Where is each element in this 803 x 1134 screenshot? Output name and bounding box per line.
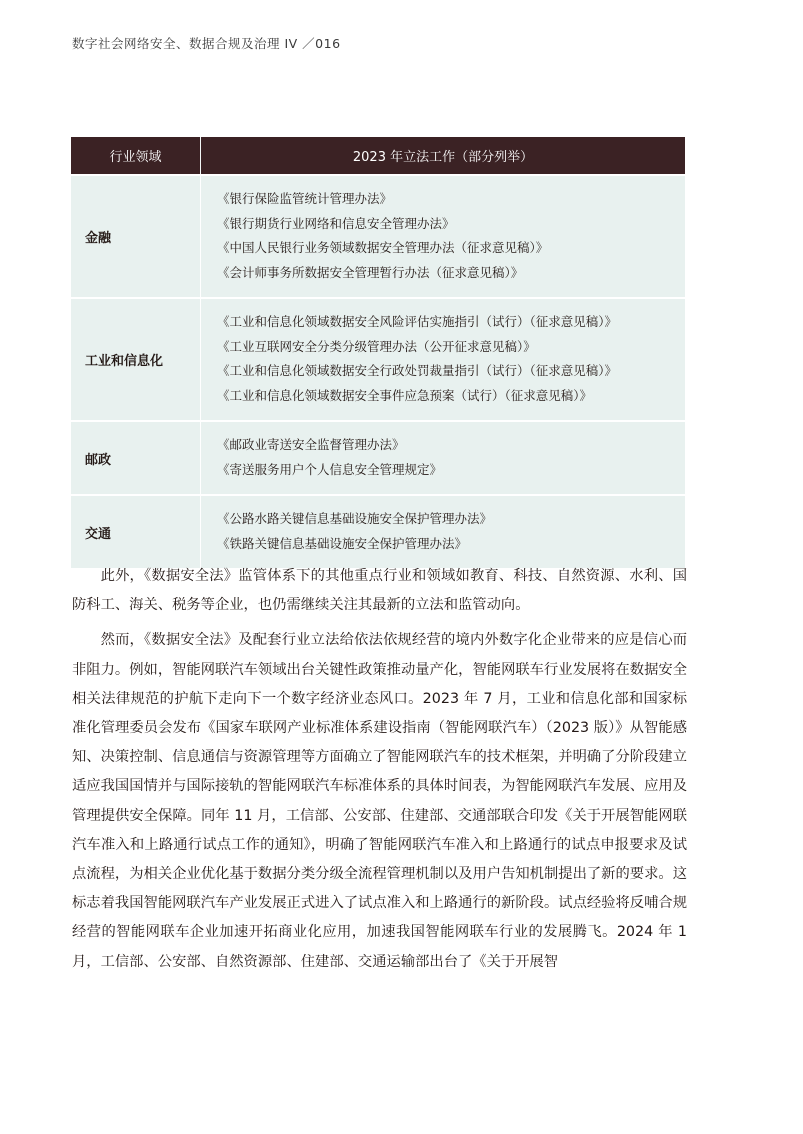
paragraph: 然而，《数据安全法》及配套行业立法给依法依规经营的境内外数字化企业带来的应是信心而非阻力。例如，智能网联汽车领域出台关键性政策推动量产化，智能网联车行业发展将在数据安全相关法律规范的护航下走向下一个数字经济业态风口。2023 年 7 月，工业和信息化部和国家标准化管理委员会发布《国家车联网产业标准体系建设指南（智能网联汽车）（2023 版）》从智能感知、决策控制、信息通信与资源管理等方面确立了智能网联汽车的技术框架，并明确了分阶段建立适应我国国情并与国际接轨的智能网联汽车标准体系的具体时间表，为智能网联汽车发展、应用及管理提供安全保障。同年 11 月，工信部、公安部、住建部、交通部联合印发《关于开展智能网联汽车准入和上路通行试点工作的通知》，明确了智能网联汽车准入和上路通行的试点申报要求及试点流程，为相关企业优化基于数据分类分级全流程管理机制以及用户告知机制提出了新的要求。这标志着我国智能网联汽车产业发展正式进入了试点准入和上路通行的新阶段。试点经验将反哺合规经营的智能网联车企业加速开拓商业化应用，加速我国智能网联车行业的发展腾飞。2024 年 1 月，工信部、公安部、自然资源部、住建部、交通运输部出台了《关于开展智	[72, 632, 687, 970]
law-item: 《工业互联网安全分类分级管理办法（公开征求意见稿）》	[217, 338, 536, 354]
laws-cell	[201, 421, 686, 495]
law-item: 《工业和信息化领域数据安全行政处罚裁量指引（试行）（征求意见稿）》	[217, 363, 618, 378]
law-item: 《邮政业寄送安全监督管理办法》	[217, 437, 405, 452]
laws-cell	[201, 175, 686, 298]
sector-cell: 金融	[71, 175, 201, 298]
table-row	[71, 298, 685, 421]
table-header-row	[71, 137, 685, 175]
laws-cell	[201, 298, 686, 421]
law-item: 《铁路关键信息基础设施安全保护管理办法》	[217, 535, 468, 551]
laws-cell	[201, 495, 686, 568]
paragraph: 此外，《数据安全法》监管体系下的其他重点行业和领域如教育、科技、自然资源、水利、国防科工、海关、税务等企业，也仍需继续关注其最新的立法和监管动向。	[72, 568, 687, 614]
law-item: 《中国人民银行业务领域数据安全管理办法（征求意见稿）》	[217, 240, 549, 255]
legislation-table	[71, 137, 685, 568]
law-item: 《公路水路关键信息基础设施安全保护管理办法》	[217, 511, 493, 526]
running-header: 数字社会网络安全、数据合规及治理 IV ／016	[72, 36, 341, 51]
body-text	[72, 562, 687, 977]
table-row	[71, 175, 685, 298]
table-row	[71, 421, 685, 495]
law-item: 《工业和信息化领域数据安全事件应急预案（试行）（征求意见稿）》	[217, 387, 593, 403]
law-item: 《工业和信息化领域数据安全风险评估实施指引（试行）（征求意见稿）》	[217, 314, 618, 329]
law-item: 《银行期货行业网络和信息安全管理办法》	[217, 215, 455, 231]
column-header-sector: 行业领域	[71, 137, 201, 175]
sector-cell: 交通	[71, 495, 201, 568]
law-item: 《寄送服务用户个人信息安全管理规定》	[217, 461, 443, 477]
sector-cell: 工业和信息化	[71, 298, 201, 421]
table-row	[71, 495, 685, 568]
law-item: 《银行保险监管统计管理办法》	[217, 191, 393, 206]
law-item: 《会计师事务所数据安全管理暂行办法（征求意见稿）》	[217, 264, 524, 280]
column-header-legislation: 2023 年立法工作（部分列举）	[201, 137, 686, 175]
sector-cell: 邮政	[71, 421, 201, 495]
